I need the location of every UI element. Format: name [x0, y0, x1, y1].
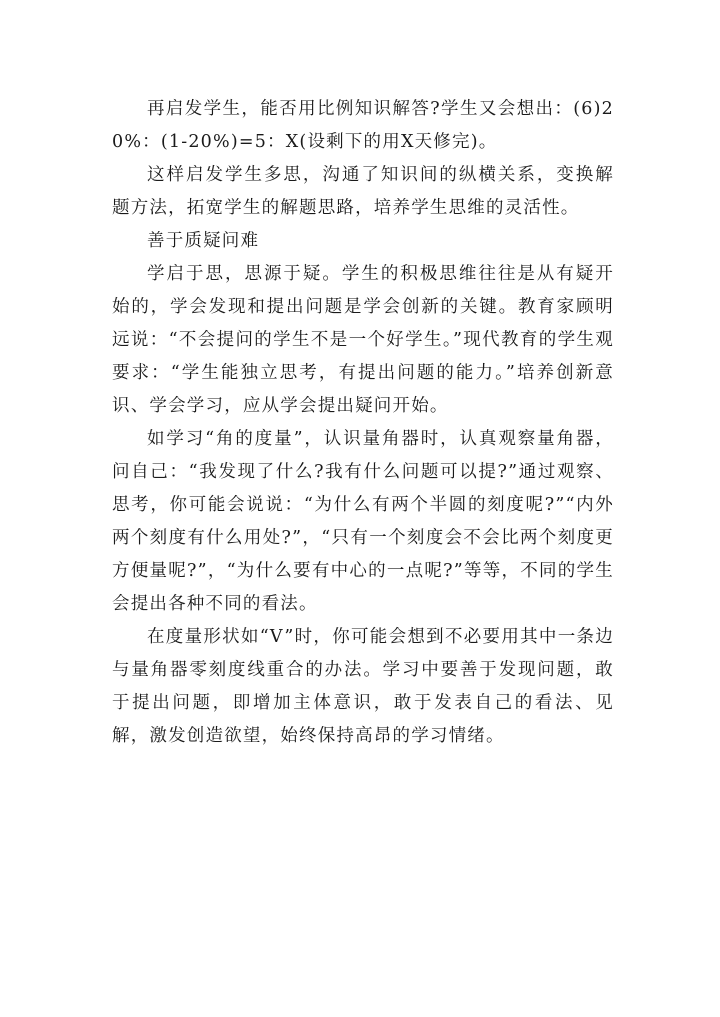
paragraph-learning-from-doubt: 学启于思，思源于疑。学生的积极思维往往是从有疑开始的，学会发现和提出问题是学会创新的关键。教育家顾明远说：“不会提问的学生不是一个好学生。”现代教育的学生观要求：“学生能独立思考，有提出问题的能力。”培养创新意识、学会学习，应从学会提出疑问开始。 [112, 264, 614, 416]
paragraph-protractor-example: 如学习“角的度量”，认识量角器时，认真观察量角器，问自己：“我发现了什么?我有什么问题可以提?”通过观察、思考，你可能会说说：“为什么有两个半圆的刻度呢?”“内外两个刻度有什么用处?”，“只有一个刻度会不会比两个刻度更方便量呢?”，“为什么要有中心的一点呢?”等等，不同的学生会提出各种不同的看法。 [112, 429, 614, 614]
paragraph-ratio-question: 再启发学生，能否用比例知识解答?学生又会想出：(6)20%：(1-20%)=5：X(设剩下的用X天修完)。 [112, 99, 614, 152]
section-heading-questioning: 善于质疑问难 [147, 231, 260, 251]
paragraph-measuring-v-shape: 在度量形状如“V”时，你可能会想到不必要用其中一条边与量角器零刻度线重合的办法。学习中要善于发现问题，敢于提出问题，即增加主体意识，敢于发表自己的看法、见解，激发创造欲望，始终保持高昂的学习情绪。 [112, 627, 614, 746]
paragraph-thinking-flexibility: 这样启发学生多思，沟通了知识间的纵横关系，变换解题方法，拓宽学生的解题思路，培养学生思维的灵活性。 [112, 165, 614, 218]
document-body [112, 93, 614, 753]
